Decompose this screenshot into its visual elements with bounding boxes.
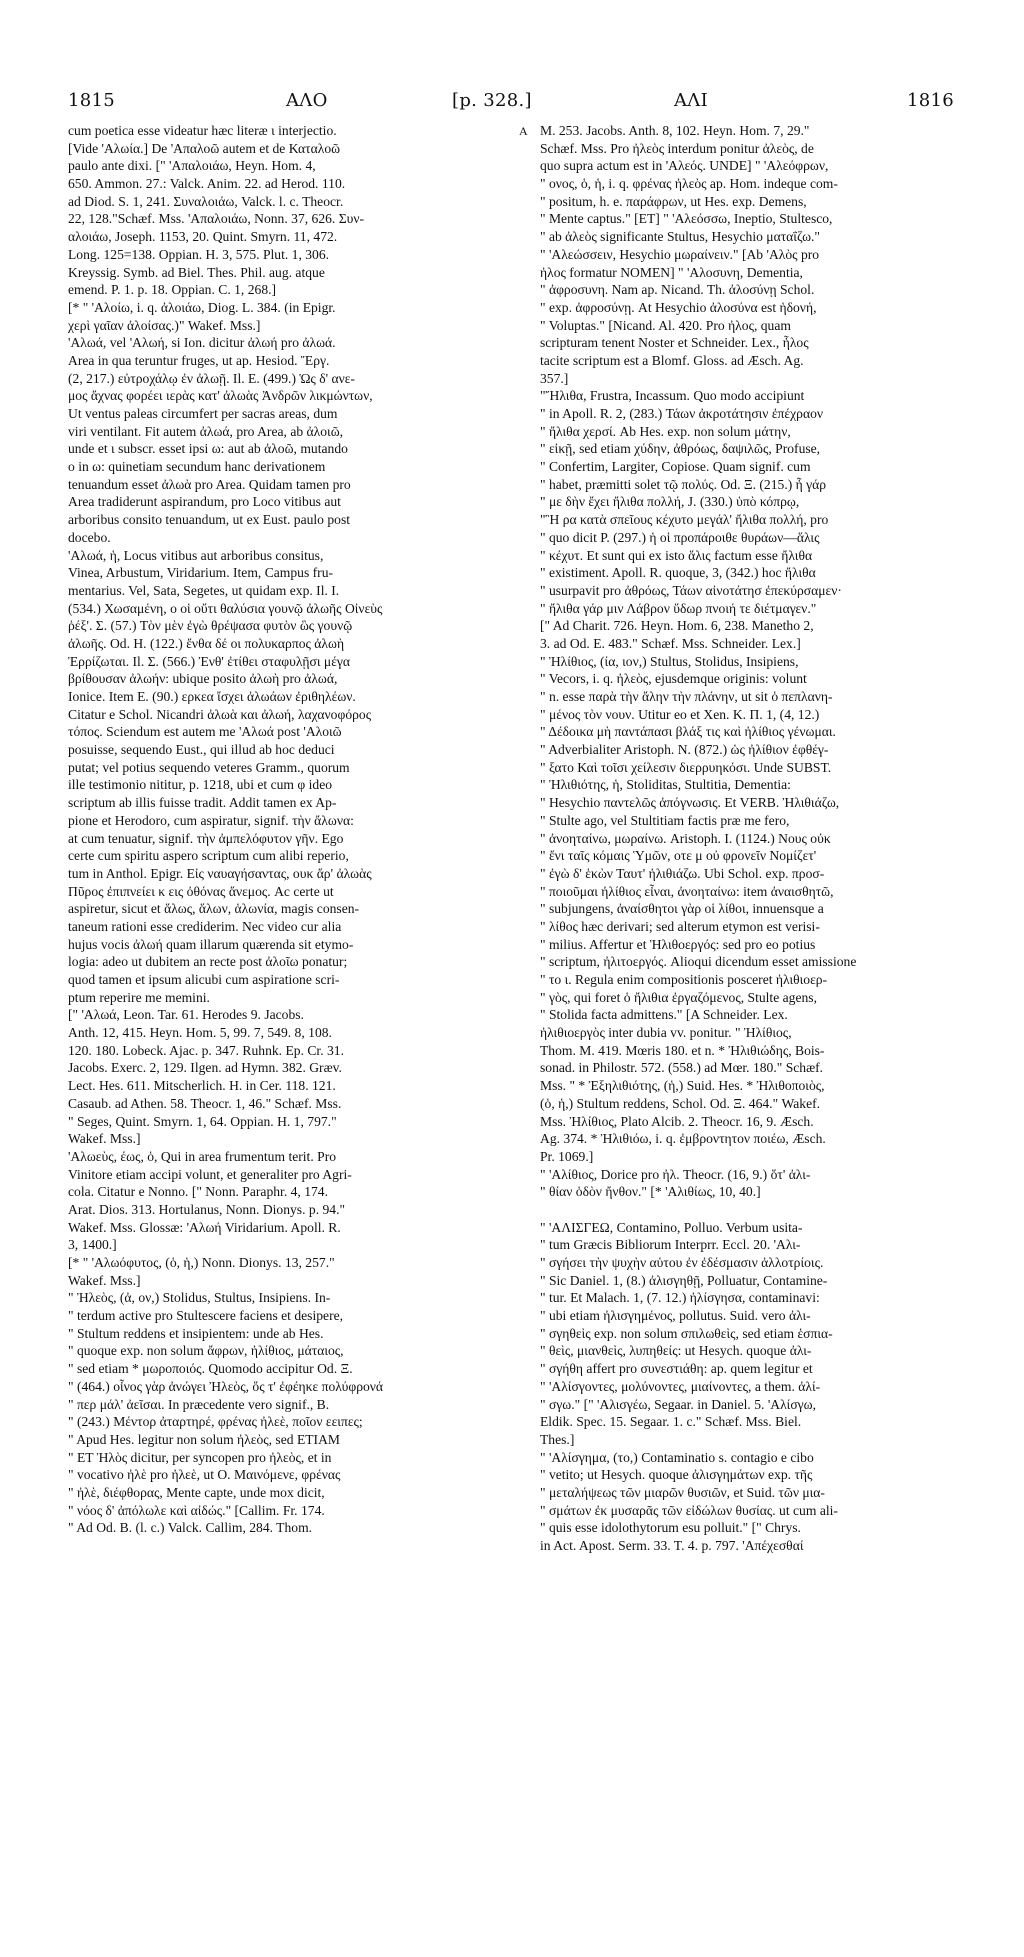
- text-line: " ἀνοηταίνω, μωραίνω. Aristoph. I. (1124.) Νους οὐκ: [540, 830, 831, 846]
- text-line: certe cum spiritu aspero scriptum cum alibi reperio,: [68, 848, 349, 864]
- text-line: " Confertim, Largiter, Copiose. Quam signif. cum: [540, 459, 811, 475]
- text-line: " (243.) Μέντορ ἀταρτηρέ, φρένας ἠλεὲ, ποῖον εειπες;: [68, 1414, 363, 1430]
- text-line: " μένος τὸν νουν. Utitur eo et Xen. K. Π. 1, (4, 12.): [540, 706, 820, 722]
- text-line: Arat. Dios. 313. Hortulanus, Nonn. Dionys. p. 94.": [68, 1201, 346, 1217]
- text-line: quo supra actum est in 'Αλεός. UNDE] " 'Αλεόφρων,: [540, 158, 829, 174]
- text-line: pione et Herodoro, cum aspiratur, signif. τὴν ἄλωνα:: [68, 812, 354, 828]
- text-line: unde et ι subscr. esset ipsi ω: aut ab ἀλοῶ, mutando: [68, 441, 348, 457]
- text-line: Ἐρρίζωται. Il. Σ. (566.) Ἐνθ' ἐτίθει σταφυλῇσι μέγα: [68, 653, 351, 669]
- text-line: " Δέδοικα μὴ παντάπασι βλάξ τις καὶ ἠλίθιος γένωμαι.: [540, 724, 836, 740]
- text-line: 120. 180. Lobeck. Ajac. p. 347. Ruhnk. Ep. Cr. 31.: [68, 1042, 345, 1058]
- text-line: ille testimonio nititur, p. 1218, ubi et cum φ ideo: [68, 777, 333, 793]
- text-line: " quo dicit P. (297.) ἡ οἱ προπάροιθε θυράων—ἅλις: [540, 529, 820, 545]
- text-line: at cum tenuatur, signif. τὴν ἀμπελόφυτον γῆν. Ego: [68, 830, 344, 846]
- text-line: " n. esse παρὰ τὴν ἄλην τὴν πλάνην, ut sit ὁ πεπλανη-: [540, 689, 833, 704]
- text-line: Casaub. ad Athen. 58. Theocr. 1, 46." Schæf. Mss.: [68, 1095, 342, 1111]
- text-line: " το ι. Regula enim compositionis posceret ἠλιθιοερ-: [540, 972, 828, 987]
- text-line: ο in ω: quinetiam secundum hanc derivationem: [68, 459, 326, 475]
- text-line: (ὁ, ἡ,) Stultum reddens, Schol. Od. Ξ. 464." Wakef.: [540, 1095, 821, 1111]
- text-line: " λίθος hæc derivari; sed alterum etymon est verisi-: [540, 918, 820, 934]
- text-line: [* " 'Αλοίω, i. q. ἀλοιάω, Diog. L. 384. (in Epigr.: [68, 299, 336, 315]
- text-line: " in Apoll. R. 2, (283.) Τάων ἀκροτάτησιν ἐπέχραον: [540, 406, 824, 421]
- text-line: ἠλος formatur NOMEN] " 'Αλοσυνη, Dementia,: [540, 264, 803, 280]
- text-line: M. 253. Jacobs. Anth. 8, 102. Heyn. Hom. 7, 29.": [540, 123, 810, 138]
- text-line: " 'ΑΛΙΣΓΕΩ, Contamino, Polluo. Verbum usita-: [540, 1219, 803, 1235]
- text-line: " 'Αλεώσσειν, Hesychio μωραίνειν." [Ab 'Αλὸς pro: [540, 246, 820, 262]
- text-line: " sed etiam * μωροποιός. Quomodo accipitur Od. Ξ.: [68, 1361, 353, 1377]
- text-line: " vetito; ut Hesych. quoque ἀλισγημάτων exp. τῆς: [540, 1467, 813, 1483]
- text-line: " νόος δ' ἀπόλωλε καὶ αἰδώς." [Callim. Fr. 174.: [68, 1502, 325, 1518]
- text-line: " ubi etiam ἠλισγημένος, pollutus. Suid. vero ἀλι-: [540, 1308, 811, 1324]
- text-line: Vinea, Arbustum, Viridarium. Item, Campus fru-: [68, 565, 334, 581]
- text-line: " σγήσει τὴν ψυχὴν αὑτου ἐν ἐδέσμασιν ἀλλοτρίοις.: [540, 1255, 824, 1270]
- text-line: " ἤλιθα γάρ μιν Λάβρον ὕδωρ πνοιή τε διέτμαγεν.": [540, 600, 817, 616]
- text-line: " θεὶς, μιανθεὶς, λυπηθείς: ut Hesych. quoque ἀλι-: [540, 1343, 812, 1359]
- text-line: " ἔνι ταῖς κόμαις Ὑμῶν, οτε μ οὐ φρονεῖν Νομίζετ': [540, 848, 817, 864]
- text-line: scriptum ab illis fuisse tradit. Addit tamen ex Ap-: [68, 795, 337, 811]
- text-line: " μεταλήψεως τῶν μιαρῶν θυσιῶν, et Suid. τῶν μια-: [540, 1484, 825, 1500]
- text-line: " Ἠλεὸς, (ἀ, ον,) Stolidus, Stultus, Insipiens. In-: [68, 1290, 331, 1306]
- text-line: viri ventilant. Fit autem ἀλωά, pro Area, ab ἀλοιῶ,: [68, 423, 344, 439]
- text-line: 'Αλωεὺς, έως, ὁ, Qui in area frumentum terit. Pro: [68, 1148, 337, 1164]
- text-line: "Ἤλιθα, Frustra, Incassum. Quo modo accipiunt: [540, 388, 805, 404]
- text-line: " γὸς, qui foret ὁ ἤλιθια ἐργαζόμενος, Stulte agens,: [540, 989, 817, 1005]
- text-line: Jacobs. Exerc. 2, 129. Ilgen. ad Hymn. 382. Græv.: [68, 1060, 342, 1076]
- text-line: " σμάτων ἐκ μυσαρᾶς τῶν εἰδώλων θυσίας. ut cum ali-: [540, 1502, 838, 1518]
- text-line: "Ἣ ρα κατὰ σπεῖους κέχυτο μεγάλ' ἤλιθα πολλή, pro: [540, 512, 829, 528]
- text-line: Wakef. Mss.]: [68, 1131, 141, 1147]
- left-column-number: 1815: [68, 90, 116, 111]
- text-line: " subjungens, ἀναίσθητοι γὰρ οἱ λίθοι, innuensque a: [540, 901, 824, 917]
- text-line: " positum, h. e. παράφρων, ut Hes. exp. Demens,: [540, 193, 807, 209]
- text-line: 3. ad Od. E. 483." Schæf. Mss. Schneider. Lex.]: [540, 635, 801, 651]
- text-line: tacite scriptum est a Blomf. Gloss. ad Æsch. Ag.: [540, 352, 804, 368]
- text-line: " ἤλιθα χερσί. Ab Hes. exp. non solum μάτην,: [540, 423, 791, 439]
- text-line: [540, 1201, 960, 1219]
- text-line: " Voluptas." [Nicand. Al. 420. Pro ἠλος, quam: [540, 317, 791, 333]
- text-line: putat; vel potius sequendo veteres Gramm., quorum: [68, 759, 350, 775]
- text-line: χερὶ γαῖαν ἀλοίσας.)" Wakef. Mss.]: [68, 317, 261, 333]
- text-line: 'Αλωά, vel 'Αλωή, si Ion. dicitur ἀλωή pro ἀλωά.: [68, 335, 336, 351]
- text-line: " ονος, ὁ, ἡ, i. q. φρένας ἠλεὸς ap. Hom. indeque com-: [540, 176, 838, 192]
- text-line: Anth. 12, 415. Heyn. Hom. 5, 99. 7, 549. 8, 108.: [68, 1025, 332, 1041]
- text-line: Mss. " * Ἐξηλιθιότης, (ἡ,) Suid. Hes. * Ἠλιθοποιὸς,: [540, 1078, 825, 1094]
- page-header: [68, 90, 954, 114]
- text-line: " milius. Affertur et Ἠλιθοεργός: sed pro eo potius: [540, 936, 816, 952]
- text-line: (2, 217.) εὐτροχάλῳ ἐν ἀλωῇ. Il. E. (499.) Ὡς δ' ανε-: [68, 370, 355, 386]
- text-line: [" Ad Charit. 726. Heyn. Hom. 6, 238. Manetho 2,: [540, 618, 814, 634]
- text-line: " Ad Od. B. (l. c.) Valck. Callim, 284. Thom.: [68, 1520, 313, 1536]
- text-line: 357.]: [540, 370, 569, 386]
- text-line: " quoque exp. non solum ἄφρων, ἠλίθιος, μάταιος,: [68, 1343, 344, 1359]
- text-line: Schæf. Mss. Pro ἠλεὸς interdum ponitur ἀλεὸς, de: [540, 140, 814, 156]
- text-line: logia: adeo ut dubitem an recte post ἀλοῖω ponatur;: [68, 954, 348, 970]
- text-line: " Seges, Quint. Smyrn. 1, 64. Oppian. H. 1, 797.": [68, 1113, 337, 1129]
- text-line: " Apud Hes. legitur non solum ἠλεὸς, sed ΕΤΙΑΜ: [68, 1431, 340, 1447]
- text-line: Pr. 1069.]: [540, 1148, 594, 1164]
- text-line: " quis esse idolothytorum esu polluit." [" Chrys.: [540, 1520, 801, 1536]
- text-line: τόπος. Sciendum est autem me 'Αλωά post 'Αλοιῶ: [68, 724, 342, 740]
- text-line: " σγήθη affert pro συνεστιάθη: ap. quem legitur et: [540, 1361, 813, 1377]
- text-line: Kreyssig. Symb. ad Biel. Thes. Phil. aug. atque: [68, 264, 325, 280]
- text-line: [* " 'Αλωόφυτος, (ὁ, ἡ,) Nonn. Dionys. 13, 257.": [68, 1255, 335, 1270]
- text-line: Area tradiderunt aspirandum, pro Loco vitibus aut: [68, 494, 341, 510]
- text-line: " σγηθεὶς exp. non solum σπιλωθεὶς, sed etiam ἑσπια-: [540, 1325, 833, 1341]
- text-line: taneum rationi esse crediderim. Nec video cur alia: [68, 918, 342, 934]
- text-line: posuisse, sequendo Eust., qui illud ab hoc deduci: [68, 742, 335, 758]
- text-line: docebo.: [68, 529, 111, 545]
- text-line: " terdum active pro Stultescere faciens et desipere,: [68, 1308, 344, 1324]
- text-line: tenuandum esset ἀλωὰ pro Area. Quidam tamen pro: [68, 476, 351, 492]
- text-line: ῥέξ'. Σ. (57.) Τὸν μὲν ἐγὼ θρέψασα φυτὸν ὣς γουνῷ: [68, 618, 353, 634]
- text-line: " ab ἀλεὸς significante Stultus, Hesychio ματαΐζω.": [540, 229, 820, 245]
- text-line: Area in qua teruntur fruges, ut ap. Hesiod. Ἔργ.: [68, 352, 330, 368]
- text-line: Ag. 374. * Ἠλιθιόω, i. q. ἐμβροντητον ποιέω, Æsch.: [540, 1131, 826, 1147]
- left-headword-range: ΑΛΟ: [286, 90, 328, 111]
- text-line: " (464.) οἶνος γὰρ ἀνώγει Ἠλεὸς, ὅς τ' ἐφέηκε πολύφρονά: [68, 1378, 384, 1394]
- text-line: " existiment. Apoll. R. quoque, 3, (342.) hoc ἤλιθα: [540, 565, 816, 581]
- text-line: scripturam tenent Noster et Schneider. Lex., ἦλος: [540, 335, 809, 351]
- text-line: in Act. Apost. Serm. 33. T. 4. p. 797. 'Απέχεσθαί: [540, 1538, 804, 1553]
- text-line: " 'Αλίσγημα, (το,) Contaminatio s. contagio e cibo: [540, 1449, 814, 1465]
- text-line: hujus vocis ἀλωή quam illarum quærenda sit etymo-: [68, 936, 354, 952]
- text-line: " tur. Et Malach. 1, (7. 12.) ἠλίσγησα, contaminavi:: [540, 1290, 820, 1306]
- text-line: " εἰκῇ, sed etiam χύδην, ἀθρόως, δαψιλῶς, Profuse,: [540, 441, 821, 457]
- text-line: 'Αλωά, ἡ, Locus vitibus aut arboribus consitus,: [68, 547, 324, 563]
- text-line: ἠλιθιοεργὸς inter dubia vv. ponitur. " Ἠλίθιος,: [540, 1025, 792, 1041]
- text-line: Lect. Hes. 611. Mitscherlich. H. in Cer. 118. 121.: [68, 1078, 336, 1094]
- text-line: [" 'Αλωά, Leon. Tar. 61. Herodes 9. Jacobs.: [68, 1007, 304, 1023]
- text-line: Wakef. Mss. Glossæ: 'Αλωή Viridarium. Apoll. R.: [68, 1219, 341, 1235]
- text-line: emend. P. 1. p. 18. Oppian. C. 1, 268.]: [68, 282, 277, 298]
- text-line: Ionice. Item E. (90.) ερκεα ἴσχει ἀλωάων ἐριθηλέων.: [68, 689, 356, 704]
- text-line: αλοιάω, Joseph. 1153, 20. Quint. Smyrn. 11, 472.: [68, 229, 338, 245]
- text-line: Citatur e Schol. Nicandri ἀλωὰ και ἀλωή, λαχανοφόρος: [68, 706, 372, 722]
- text-line: Wakef. Mss.]: [68, 1272, 141, 1288]
- text-line: 650. Ammon. 27.: Valck. Anim. 22. ad Herod. 110.: [68, 176, 346, 192]
- text-line: cum poetica esse videatur hæc literæ ι interjectio.: [68, 123, 337, 138]
- text-line: " ἐγὼ δ' ἑκὼν Ταυτ' ἠλιθιάζω. Ubi Schol. exp. προσ-: [540, 865, 825, 881]
- text-line: [Vide 'Αλωία.] De 'Απαλοῶ autem et de Καταλοῶ: [68, 140, 341, 156]
- page-reference: [p. 328.]: [452, 90, 532, 111]
- text-line: " ποιοῦμαι ἠλίθιος εἶναι, ἀνοηταίνω: item ἀναισθητῶ,: [540, 883, 834, 899]
- text-line: Thom. M. 419. Mœris 180. et n. * Ἠλιθιώδης, Bois-: [540, 1042, 825, 1058]
- left-text-column: [68, 122, 514, 1537]
- text-line: Mss. Ἠλίθιος, Plato Alcib. 2. Theocr. 16, 9. Æsch.: [540, 1113, 814, 1129]
- text-line: " scriptum, ἠλιτοεργός. Alioqui dicendum esset amissione: [540, 954, 857, 970]
- text-line: " vocativo ἠλὲ pro ἠλεὲ, ut O. Μαινόμενε, φρένας: [68, 1467, 341, 1483]
- text-line: βρίθουσαν ἀλωήν: ubique posito ἀλωὴ pro ἀλωά,: [68, 671, 338, 687]
- text-line: " Ἠλίθιος, (ία, ιον,) Stultus, Stolidus, Insipiens,: [540, 653, 799, 669]
- text-line: " Mente captus." [ET] " 'Αλεόσσω, Ineptio, Stultesco,: [540, 211, 833, 227]
- text-line: tum in Anthol. Epigr. Εἰς ναυαγήσαντας, ουκ ἄρ' ἀλωὰς: [68, 865, 372, 881]
- text-line: Thes.]: [540, 1431, 575, 1447]
- text-line: quod tamen et ipsum alicubi cum aspiratione scri-: [68, 972, 340, 987]
- text-line: ptum reperire me memini.: [68, 989, 210, 1005]
- text-line: mentarius. Vel, Sata, Segetes, ut quidam exp. Il. I.: [68, 582, 340, 598]
- section-marker: A: [519, 124, 528, 138]
- right-text-column: [540, 122, 960, 1555]
- text-line: Vinitore etiam accipi volunt, et generaliter pro Agri-: [68, 1166, 352, 1182]
- text-line: Long. 125=138. Oppian. H. 3, 575. Plut. 1, 306.: [68, 246, 330, 262]
- text-line: Πῦρος ἐπιπνείει κ εις ὀθόνας ἄνεμος. Ac certe ut: [68, 883, 334, 899]
- text-line: aspiretur, sicut et ἅλως, ἅλων, ἁλωνία, magis consen-: [68, 901, 360, 917]
- text-line: " Hesychio παντελῶς ἀπόγνωσις. Et VERB. Ἠλιθιάζω,: [540, 795, 840, 811]
- text-line: " ξατο Καὶ τοῖσι χείλεσιν διερρυηκόσι. Unde SUBST.: [540, 759, 832, 775]
- text-line: ἀλωῆς. Od. H. (122.) ἔνθα δέ οι πολυκαρπος ἀλωὴ: [68, 635, 345, 651]
- text-line: " Stulte ago, vel Stultitiam factis præ me fero,: [540, 812, 790, 828]
- text-line: 22, 128."Schæf. Mss. 'Απαλοιάω, Nonn. 37, 626. Συν-: [68, 211, 365, 227]
- text-line: ad Diod. S. 1, 241. Συναλοιάω, Valck. l. c. Theocr.: [68, 193, 344, 209]
- text-line: " θίαν ὁδὸν ἤνθον." [* 'Αλιθίως, 10, 40.]: [540, 1184, 761, 1200]
- text-line: " habet, præmitti solet τῷ πολύς. Od. Ξ. (215.) ἦ γάρ: [540, 476, 827, 492]
- text-line: μος ἄχνας φορέει ιερὰς κατ' ἀλωὰς Ἀνδρῶν λικμώντων,: [68, 388, 373, 404]
- right-column-number: 1816: [906, 90, 954, 111]
- text-line: sonad. in Philostr. 572. (558.) ad Mœr. 180." Schæf.: [540, 1060, 824, 1076]
- text-line: " Ἠλιθιότης, ἡ, Stoliditas, Stultitia, Dementia:: [540, 777, 791, 793]
- text-line: Ut ventus paleas circumfert per sacras areas, dum: [68, 406, 338, 421]
- text-line: " Sic Daniel. 1, (8.) ἀλισγηθῇ, Polluatur, Contamine-: [540, 1272, 828, 1288]
- text-line: " 'Αλίθιος, Dorice pro ἠλ. Theocr. (16, 9.) ὅτ' ἀλι-: [540, 1166, 811, 1182]
- text-line: " usurpavit pro ἀθρόως, Τάων αἰνοτάτησ ἐπεκύρσαμεν·: [540, 582, 842, 598]
- text-line: " 'Αλίσγοντες, μολύνοντες, μιαίνοντες, a them. ἀλί-: [540, 1378, 821, 1394]
- right-headword-range: ΑΛΙ: [674, 90, 709, 111]
- text-line: cola. Citatur e Nonno. [" Nonn. Paraphr. 4, 174.: [68, 1184, 329, 1200]
- text-line: " Vecors, i. q. ἠλεὸς, ejusdemque originis: volunt: [540, 671, 807, 687]
- text-line: " σγω." [" 'Αλισγέω, Segaar. in Daniel. 5. 'Αλίσγω,: [540, 1396, 817, 1412]
- text-line: " tum Græcis Bibliorum Interprr. Eccl. 20. 'Αλι-: [540, 1237, 801, 1253]
- text-line: " κέχυτ. Et sunt qui ex isto ἅλις factum esse ἤλιθα: [540, 547, 813, 563]
- text-line: Eldik. Spec. 15. Segaar. 1. c." Schæf. Mss. Biel.: [540, 1414, 802, 1430]
- text-line: paulo ante dixi. [" 'Απαλοιάω, Heyn. Hom. 4,: [68, 158, 316, 174]
- text-line: 3, 1400.]: [68, 1237, 117, 1253]
- text-line: " Stultum reddens et insipientem: unde ab Hes.: [68, 1325, 324, 1341]
- text-line: " Stolida facta admittens." [A Schneider. Lex.: [540, 1007, 788, 1023]
- text-line: " ἠλὲ, διέφθορας, Mente capte, unde mox dicit,: [68, 1484, 325, 1500]
- text-line: " με δὴν ἔχει ἤλιθα πολλή, J. (330.) ὑπὸ κόπρῳ,: [540, 494, 800, 510]
- text-line: (534.) Χωσαμένη, ο οἱ οὔτι θαλύσια γουνῷ ἀλωῆς Οἰνεὺς: [68, 600, 383, 616]
- text-line: " ἀφροσυνη. Nam ap. Nicand. Th. ἀλοσύνῃ Schol.: [540, 282, 815, 298]
- text-line: arboribus consito tenuandum, ut ex Eust. paulo post: [68, 512, 351, 528]
- text-line: " ΕΤ Ἠλὸς dicitur, per syncopen pro ἠλεὸς, et in: [68, 1449, 332, 1465]
- text-line: " περ μάλ' ἀεῖσαι. In præcedente vero signif., B.: [68, 1396, 330, 1412]
- text-line: " Adverbialiter Aristoph. N. (872.) ὡς ἠλίθιον ἐφθέγ-: [540, 742, 829, 758]
- text-line: " exp. ἀφροσύνῃ. At Hesychio ἀλοσύνα est ἡδονή,: [540, 299, 817, 315]
